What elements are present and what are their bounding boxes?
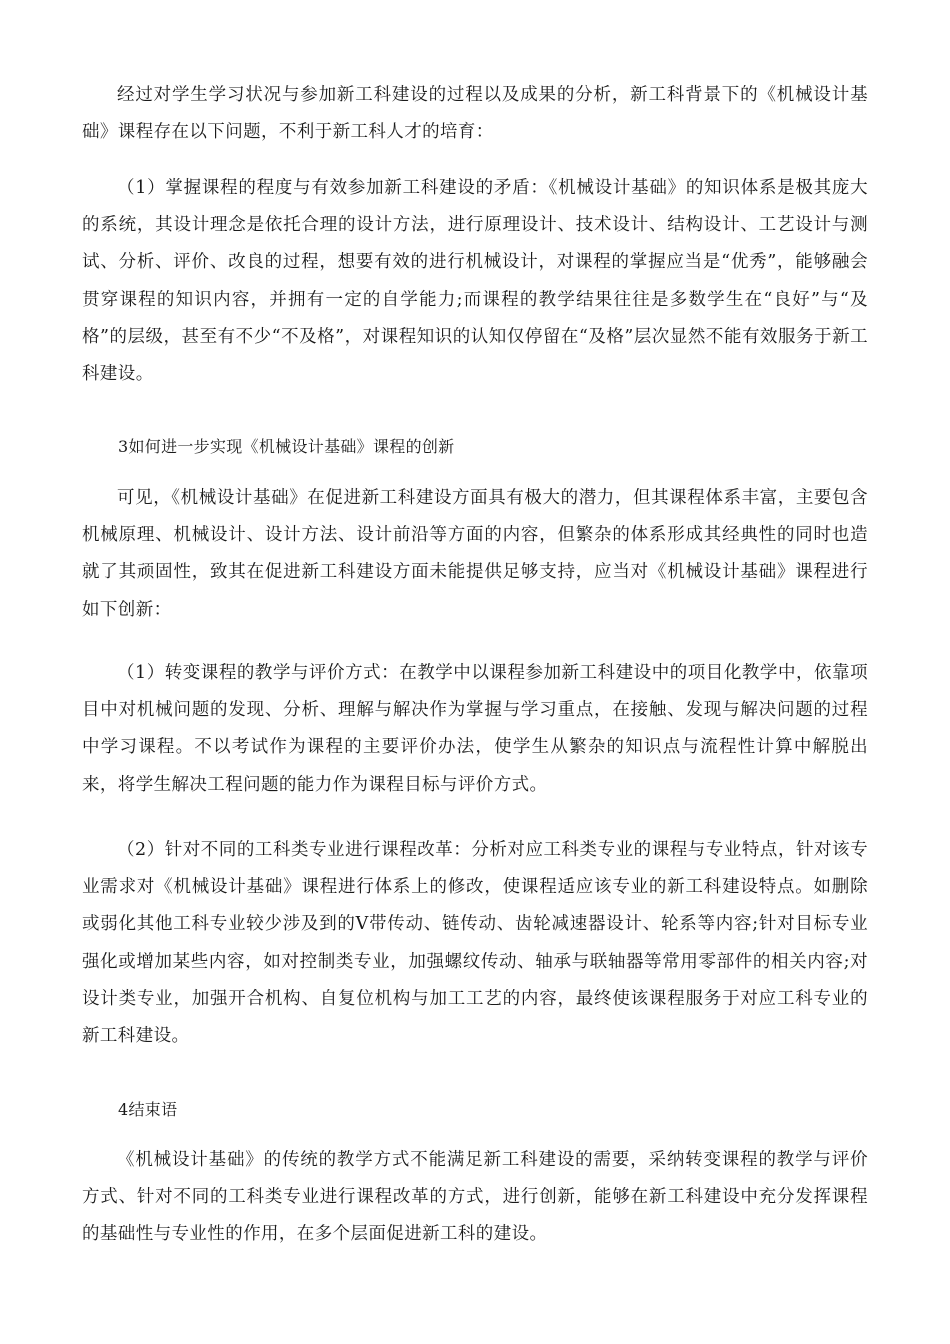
paragraph-conclusion: 《机械设计基础》的传统的教学方式不能满足新工科建设的需要，采纳转变课程的教学与评价方式、针对不同的工科类专业进行课程改革的方式，进行创新，能够在新工科建设中充分发挥课程的基础性与专业性的作用，在多个层面促进新工科的建设。: [82, 1150, 868, 1245]
paragraph-innovation-1: （1）转变课程的教学与评价方式：在教学中以课程参加新工科建设中的项目化教学中，依靠项目中对机械问题的发现、分析、理解与解决作为掌握与学习重点，在接触、发现与解决问题的过程中学习课程。不以考试作为课程的主要评价办法，使学生从繁杂的知识点与流程性计算中解脱出来，将学生解决工程问题的能力作为课程目标与评价方式。: [82, 663, 868, 795]
section-heading-4: 4结束语: [118, 1100, 178, 1119]
section-heading-3: 3如何进一步实现《机械设计基础》课程的创新: [118, 437, 455, 456]
paragraph-problem-intro: 经过对学生学习状况与参加新工科建设的过程以及成果的分析，新工科背景下的《机械设计基础》课程存在以下问题，不利于新工科人才的培育：: [82, 85, 868, 143]
paragraph-innovation-intro: 可见，《机械设计基础》在促进新工科建设方面具有极大的潜力，但其课程体系丰富，主要包含机械原理、机械设计、设计方法、设计前沿等方面的内容，但繁杂的体系形成其经典性的同时也造就了其顽固性，致其在促进新工科建设方面未能提供足够支持，应当对《机械设计基础》课程进行如下创新：: [82, 488, 868, 620]
paragraph-innovation-2: （2）针对不同的工科类专业进行课程改革：分析对应工科类专业的课程与专业特点，针对该专业需求对《机械设计基础》课程进行体系上的修改，使课程适应该专业的新工科建设特点。如删除或弱化其他工科专业较少涉及到的V带传动、链传动、齿轮减速器设计、轮系等内容;针对目标专业强化或增加某些内容，如对控制类专业，加强螺纹传动、轴承与联轴器等常用零部件的相关内容;对设计类专业，加强开合机构、自复位机构与加工工艺的内容，最终使该课程服务于对应工科专业的新工科建设。: [82, 840, 868, 1047]
paragraph-problem-1: （1）掌握课程的程度与有效参加新工科建设的矛盾：《机械设计基础》的知识体系是极其庞大的系统，其设计理念是依托合理的设计方法，进行原理设计、技术设计、结构设计、工艺设计与测试、分析、评价、改良的过程，想要有效的进行机械设计，对课程的掌握应当是“优秀”，能够融会贯穿课程的知识内容，并拥有一定的自学能力;而课程的教学结果往往是多数学生在“良好”与“及格”的层级，甚至有不少“不及格”，对课程知识的认知仅停留在“及格”层次显然不能有效服务于新工科建设。: [82, 178, 868, 385]
